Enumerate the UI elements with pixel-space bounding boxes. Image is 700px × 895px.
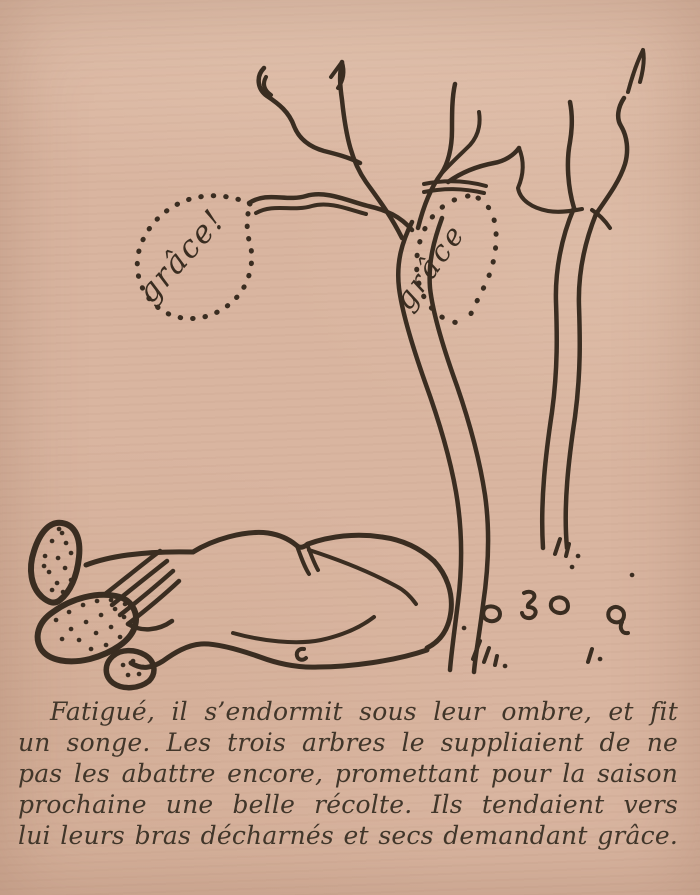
man-arm-line [309, 550, 416, 604]
caption-line: lui leurs bras décharnés et secs demandant grâce. [18, 821, 678, 850]
tree-branch-tip [628, 50, 644, 92]
wooden-clog-upper [31, 523, 79, 603]
caption-line: Fatigué, il s’endormit sous leur ombre, et fit [50, 697, 678, 726]
tree-trunk-line [566, 214, 596, 548]
tree-branch [568, 102, 574, 208]
speech-bubble-text-right: grâce [387, 216, 473, 317]
right-tree [542, 50, 644, 548]
speech-bubble-text-left: grâce! [130, 202, 233, 311]
caption-line: pas les abattre encore, promettant pour la saison [18, 759, 678, 788]
tree-branch [418, 84, 455, 228]
man-fingers [104, 551, 179, 624]
tree-branch [340, 62, 402, 238]
grass-tuft [588, 649, 592, 662]
tree-trunk-line [542, 208, 574, 548]
caption [18, 696, 678, 851]
clog-texture-dots [44, 529, 71, 592]
man-coat-button [297, 649, 306, 660]
caption-line: prochaine une belle récolte. Ils tendaient vers [18, 790, 678, 819]
tree-branch [256, 205, 366, 214]
man-body-bottom-outline [131, 644, 427, 667]
pebble [483, 606, 500, 621]
pebble [522, 592, 536, 618]
main-tree [249, 62, 582, 672]
pebble [551, 597, 568, 613]
man-head-outline [427, 561, 451, 648]
speech-bubble-left [130, 196, 252, 319]
clog-texture-dots [56, 600, 125, 649]
speech-bubble-outline [469, 198, 496, 318]
caption-line: un songe. Les trois arbres le suppliaient de ne [18, 728, 678, 757]
tree-branch-tip [331, 62, 343, 88]
man-coat-fold [233, 617, 374, 642]
man-leg-outline [86, 552, 193, 565]
sleeping-man [31, 523, 451, 688]
pebble [608, 607, 628, 633]
tree-branch [448, 148, 519, 182]
man-arm-shoulder-outline [193, 532, 308, 552]
speech-bubble-right [387, 196, 496, 323]
tree-branch [596, 98, 627, 214]
